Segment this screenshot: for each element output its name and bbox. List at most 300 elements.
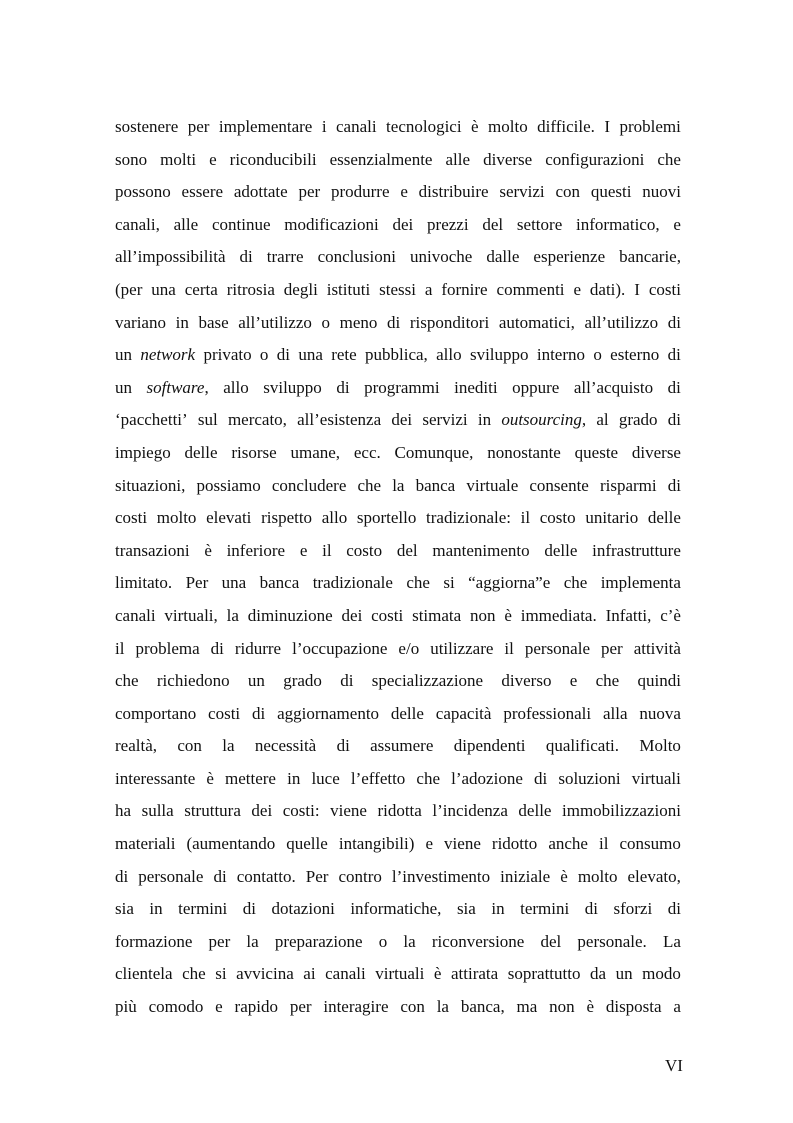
word: certa	[184, 279, 218, 299]
word: si	[443, 573, 455, 593]
word: sia	[115, 899, 134, 919]
word: un	[115, 377, 132, 397]
word: problema	[135, 638, 200, 658]
word: adottate	[233, 182, 288, 202]
word: la	[222, 736, 235, 756]
word: informatiche,	[350, 899, 442, 919]
word: possiamo	[196, 475, 261, 495]
word: per	[298, 182, 321, 202]
word: in	[491, 899, 505, 919]
word: canali	[115, 605, 156, 625]
word: servizi	[422, 410, 468, 430]
word: un	[615, 964, 633, 984]
word: costi:	[282, 801, 320, 821]
word: realtà,	[115, 736, 157, 756]
word: impiego	[115, 442, 171, 462]
word: molto	[488, 117, 528, 136]
word: commenti	[496, 279, 565, 299]
word: che	[416, 768, 441, 788]
word: richiedono	[156, 671, 230, 691]
text-line	[115, 372, 681, 405]
word: interessante	[115, 768, 196, 788]
word: consente	[529, 475, 589, 495]
word: costi	[371, 605, 404, 625]
word: assumere	[370, 736, 434, 756]
word: che	[657, 149, 681, 169]
word: formazione	[115, 931, 193, 951]
word: Infatti,	[605, 605, 652, 625]
word: anche	[548, 834, 588, 854]
word: di	[667, 312, 681, 332]
word: termini	[520, 899, 570, 919]
word: ecc.	[353, 442, 381, 462]
word: del	[482, 214, 504, 234]
word: limitato.	[115, 573, 173, 593]
word: queste	[574, 442, 619, 462]
word: distribuire	[418, 182, 489, 202]
word: attività	[633, 638, 681, 658]
word: riconducibili	[229, 149, 317, 169]
word: disposta	[605, 997, 662, 1017]
word: personale	[138, 866, 204, 886]
word: mantenimento	[432, 540, 530, 560]
word: implementare	[218, 117, 313, 136]
word: virtuali	[631, 768, 681, 788]
word: allo	[321, 508, 348, 528]
word: (per	[115, 279, 143, 299]
text-line	[115, 437, 681, 470]
word: continue	[211, 214, 271, 234]
word: privato	[203, 345, 252, 365]
word: in	[477, 410, 492, 430]
word: configurazioni	[545, 149, 645, 169]
word: degli	[283, 279, 318, 299]
text-line	[115, 828, 681, 861]
word: o	[593, 345, 602, 365]
word: che	[563, 573, 588, 593]
word: risparmi	[599, 475, 657, 495]
word: che	[115, 671, 139, 691]
word: immediata.	[520, 605, 597, 625]
word: allo	[223, 377, 249, 397]
word: nuova	[639, 703, 681, 723]
text-line	[115, 404, 681, 437]
text-line	[115, 502, 681, 535]
word: e	[573, 279, 581, 299]
word: o	[378, 931, 388, 951]
word: clientela	[115, 964, 173, 984]
word: da	[590, 964, 607, 984]
word: personale.	[577, 931, 647, 951]
word: struttura	[184, 801, 241, 821]
word: l’effetto	[350, 768, 406, 788]
word: a	[673, 997, 681, 1017]
word: essere	[181, 182, 224, 202]
word: elevati	[206, 508, 252, 528]
word: è	[206, 768, 214, 788]
word: rete	[331, 345, 357, 365]
word: termini	[178, 899, 228, 919]
word: ritrosia	[226, 279, 275, 299]
text-line	[115, 795, 681, 828]
word: alle	[173, 214, 199, 234]
word: la	[226, 605, 239, 625]
word: univoche	[410, 247, 473, 267]
word: essenzialmente	[329, 149, 433, 169]
word: delle	[390, 703, 424, 723]
word: è	[586, 997, 595, 1017]
word: il	[520, 508, 531, 528]
text-line	[115, 567, 681, 600]
text-line	[115, 633, 681, 666]
word: grado	[283, 671, 322, 691]
word: esterno	[610, 345, 660, 365]
word: o	[321, 312, 331, 332]
word: dotazioni	[271, 899, 335, 919]
word: non	[470, 605, 496, 625]
word: (aumentando	[186, 834, 276, 854]
word: trarre	[266, 247, 304, 267]
word: ha	[115, 801, 132, 821]
word: costo	[539, 508, 576, 528]
word: con	[400, 997, 425, 1017]
word: grado	[618, 410, 658, 430]
word: è	[560, 866, 568, 886]
word: possono	[115, 182, 171, 202]
text-line	[115, 926, 681, 959]
word: nonostante	[487, 442, 561, 462]
text-line	[115, 991, 681, 1024]
word: utilizzare	[430, 638, 494, 658]
word: una	[298, 345, 323, 365]
word: sostenere	[115, 117, 179, 136]
word: costi	[648, 279, 681, 299]
word: banca	[415, 475, 456, 495]
word: molto	[156, 508, 197, 528]
word: esperienze	[533, 247, 606, 267]
word: del	[540, 931, 562, 951]
word: di	[584, 899, 598, 919]
text-line	[115, 241, 681, 274]
word: “aggiorna”e	[468, 573, 551, 593]
word: di	[252, 703, 266, 723]
word: sportello	[356, 508, 417, 528]
word: l’adozione	[451, 768, 523, 788]
word: interagire	[323, 997, 389, 1017]
word: molto	[577, 866, 618, 886]
word: il	[599, 834, 609, 854]
word: dei	[392, 214, 414, 234]
word: in	[287, 768, 301, 788]
word: contro	[338, 866, 382, 886]
word: si	[215, 964, 227, 984]
word: di	[336, 736, 350, 756]
word: alle	[445, 149, 471, 169]
word: mercato,	[227, 410, 287, 430]
word: al	[596, 410, 609, 430]
word: difficile.	[537, 117, 595, 136]
word: conclusioni	[317, 247, 396, 267]
word: canali,	[115, 214, 160, 234]
text-line	[115, 111, 681, 144]
word: comportano	[115, 703, 197, 723]
word: ridotta	[377, 801, 422, 821]
word: il	[115, 638, 125, 658]
word: umane,	[290, 442, 341, 462]
word: variano	[115, 312, 166, 332]
word: ma	[516, 997, 538, 1017]
word: ai	[303, 964, 316, 984]
word: di	[340, 671, 354, 691]
page-number: VI	[665, 1056, 683, 1075]
word: virtuali	[375, 964, 425, 984]
word: fornire	[441, 279, 488, 299]
word: costi	[115, 508, 148, 528]
word: per	[187, 117, 210, 136]
word: è	[504, 605, 512, 625]
word: all’acquisto	[573, 377, 654, 397]
word: canali	[325, 964, 366, 984]
word: all’esistenza	[297, 410, 382, 430]
word: alla	[602, 703, 628, 723]
word: con	[177, 736, 202, 756]
word: servizi	[499, 182, 545, 202]
word: viene	[444, 834, 481, 854]
word: Comunque,	[394, 442, 474, 462]
word: intangibili)	[338, 834, 415, 854]
word: automatici,	[498, 312, 575, 332]
word: oppure	[512, 377, 560, 397]
word: istituti	[326, 279, 371, 299]
word: nuovi	[642, 182, 681, 202]
word: delle	[518, 801, 552, 821]
word: informatico,	[576, 214, 660, 234]
text-line	[115, 665, 681, 698]
word: ridurre	[234, 638, 282, 658]
word: o	[259, 345, 269, 365]
word: necessità	[254, 736, 317, 756]
word: delle	[544, 540, 578, 560]
word: dei	[341, 605, 363, 625]
word: la	[436, 997, 449, 1017]
word: il	[504, 638, 514, 658]
word: una	[221, 573, 247, 593]
word: I	[604, 117, 611, 136]
word: di	[210, 638, 224, 658]
word: è	[471, 117, 479, 136]
word: preparazione	[274, 931, 363, 951]
word: contatto.	[236, 866, 296, 886]
word: software,	[146, 377, 209, 397]
word: personale	[524, 638, 590, 658]
text-line	[115, 698, 681, 731]
word: delle	[647, 508, 681, 528]
word: di	[242, 899, 257, 919]
word: che	[182, 964, 206, 984]
word: comodo	[148, 997, 204, 1017]
word: sviluppo	[469, 345, 529, 365]
word: all’impossibilità	[115, 247, 226, 267]
word: ‘pacchetti’	[115, 410, 188, 430]
word: sul	[197, 410, 218, 430]
word: per	[208, 931, 231, 951]
text-line	[115, 339, 681, 372]
word: di	[667, 899, 681, 919]
word: il	[322, 540, 332, 560]
word: rapido	[234, 997, 278, 1017]
word: inferiore	[226, 540, 286, 560]
word: questi	[590, 182, 632, 202]
word: Molto	[639, 736, 681, 756]
word: luce	[311, 768, 340, 788]
word: è	[433, 964, 442, 984]
word: meno	[339, 312, 378, 332]
word: capacità	[435, 703, 492, 723]
word: mettere	[225, 768, 276, 788]
word: di	[667, 475, 681, 495]
word: di	[667, 377, 681, 397]
word: stessi	[379, 279, 416, 299]
word: e	[425, 834, 433, 854]
word: la	[392, 475, 405, 495]
word: elevato,	[627, 866, 681, 886]
word: soprattutto	[507, 964, 581, 984]
word: pubblica,	[365, 345, 428, 365]
text-line	[115, 470, 681, 503]
word: diverse	[483, 149, 533, 169]
word: dati).	[589, 279, 626, 299]
text-line	[115, 274, 681, 307]
word: dipendenti	[453, 736, 526, 756]
word: implementa	[600, 573, 681, 593]
word: sulla	[141, 801, 174, 821]
text-line	[115, 535, 681, 568]
word: inediti	[454, 377, 498, 397]
word: costi	[208, 703, 241, 723]
word: c’è	[660, 605, 681, 625]
word: tecnologici	[386, 117, 462, 136]
word: tradizionale	[312, 573, 393, 593]
word: risorse	[231, 442, 277, 462]
word: outsourcing,	[501, 410, 587, 430]
text-line	[115, 730, 681, 763]
word: prezzi	[427, 214, 469, 234]
word: diminuzione	[247, 605, 333, 625]
word: per	[289, 997, 312, 1017]
text-line	[115, 893, 681, 926]
body-paragraph	[115, 111, 681, 1024]
word: immobilizzazioni	[562, 801, 681, 821]
text-line	[115, 958, 681, 991]
word: non	[549, 997, 575, 1017]
word: è	[204, 540, 212, 560]
word: sono	[115, 149, 148, 169]
word: di	[667, 410, 681, 430]
word: e	[209, 149, 217, 169]
word: specializzazione	[371, 671, 484, 691]
word: infrastrutture	[592, 540, 681, 560]
word: riconversione	[431, 931, 525, 951]
word: con	[555, 182, 581, 202]
word: quelle	[286, 834, 328, 854]
word: una	[151, 279, 176, 299]
word: e/o	[398, 638, 420, 658]
word: materiali	[115, 834, 176, 854]
word: e	[673, 214, 681, 234]
word: transazioni	[115, 540, 190, 560]
word: qualificati.	[545, 736, 620, 756]
word: bancarie,	[619, 247, 681, 267]
word: canali	[336, 117, 377, 136]
word: e	[299, 540, 308, 560]
word: rispetto	[261, 508, 313, 528]
word: concludere	[271, 475, 347, 495]
word: attirata	[451, 964, 499, 984]
word: problemi	[619, 117, 681, 136]
text-line	[115, 861, 681, 894]
word: network	[140, 345, 196, 365]
word: all’utilizzo	[584, 312, 659, 332]
word: in	[149, 899, 163, 919]
word: base	[198, 312, 229, 332]
word: soluzioni	[558, 768, 621, 788]
word: programmi	[364, 377, 440, 397]
word: di	[115, 866, 129, 886]
word: all’utilizzo	[238, 312, 312, 332]
word: sia	[456, 899, 476, 919]
word: Per	[185, 573, 209, 593]
word: viene	[330, 801, 367, 821]
word: produrre	[330, 182, 390, 202]
word: risponditori	[409, 312, 490, 332]
word: avvicina	[236, 964, 294, 984]
word: sforzi	[613, 899, 653, 919]
word: unitario	[585, 508, 639, 528]
word: di	[336, 377, 350, 397]
word: di	[533, 768, 548, 788]
word: in	[175, 312, 189, 332]
word: di	[667, 345, 681, 365]
text-line	[115, 144, 681, 177]
word: che	[595, 671, 620, 691]
word: i	[321, 117, 327, 136]
word: del	[396, 540, 418, 560]
word: dalle	[486, 247, 520, 267]
word: più	[115, 997, 137, 1017]
text-line	[115, 176, 681, 209]
text-line	[115, 763, 681, 796]
word: diverse	[631, 442, 681, 462]
word: a	[424, 279, 433, 299]
word: l’incidenza	[432, 801, 508, 821]
word: e	[569, 671, 578, 691]
word: molti	[160, 149, 197, 169]
word: e	[400, 182, 408, 202]
word: Per	[305, 866, 329, 886]
word: la	[246, 931, 259, 951]
word: costo	[346, 540, 383, 560]
word: ridotto	[491, 834, 538, 854]
word: un	[247, 671, 265, 691]
word: per	[600, 638, 623, 658]
word: l’investimento	[391, 866, 491, 886]
word: consumo	[619, 834, 681, 854]
word: La	[662, 931, 681, 951]
word: modo	[642, 964, 681, 984]
word: dei	[251, 801, 273, 821]
word: di	[239, 247, 253, 267]
word: banca	[259, 573, 300, 593]
